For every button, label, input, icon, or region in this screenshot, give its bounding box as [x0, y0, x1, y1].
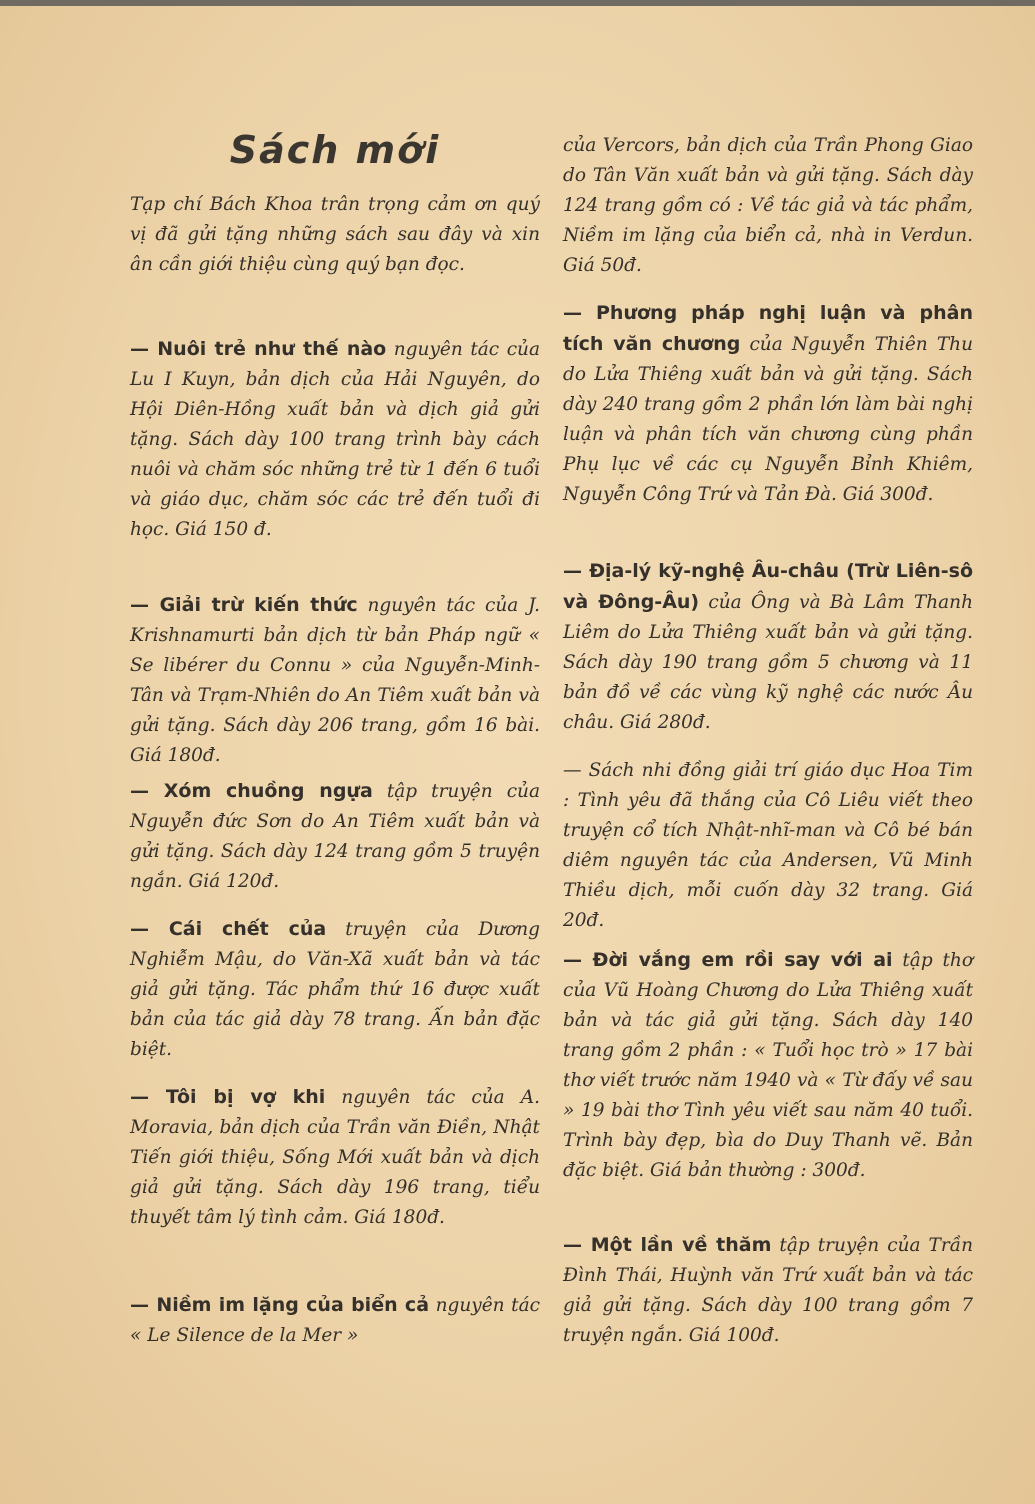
book-description: của Nguyễn Thiên Thu do Lửa Thiêng xuất bản và gửi tặng. Sách dày 240 trang gồm 2 phần lớn làm bài nghị luận và phân tích văn chương cùng phần Phụ lục về các cụ Nguyễn Bỉnh Khiêm, Nguyễn Công Trứ và Tản Đà. Giá 300đ.: [563, 334, 973, 505]
intro-paragraph: Tạp chí Bách Khoa trân trọng cảm ơn quý vị đã gửi tặng những sách sau đây và xin ân cần giới thiệu cùng quý bạn đọc.: [130, 194, 540, 275]
book-title: — Nuôi trẻ như thế nào: [130, 338, 387, 360]
book-description: tập truyện của Trần Đình Thái, Huỳnh văn Trứ xuất bản và tác giả gửi tặng. Sách dày 100 trang gồm 7 truyện ngắn. Giá 100đ.: [563, 1235, 973, 1346]
book-description: — Sách nhi đồng giải trí giáo dục Hoa Tim : Tình yêu đã thắng của Cô Liêu viết theo truyện cổ tích Nhật-nhĩ-man và Cô bé bán diêm nguyên tác của Andersen, Vũ Minh Thiều dịch, mỗi cuốn dày 32 trang. Giá 20đ.: [563, 760, 973, 931]
book-title: — Xóm chuồng ngựa: [130, 780, 373, 802]
page-top-edge: [0, 0, 1035, 6]
book-description: tập thơ của Vũ Hoàng Chương do Lửa Thiêng xuất bản và tác giả gửi tặng. Sách dày 140 trang gồm 2 phần : « Tuổi học trò » 17 bài thơ viết trước năm 1940 và « Từ đấy về sau » 19 bài thơ Tình yêu viết sau năm 40 tuổi. Trình bày đẹp, bìa do Duy Thanh vẽ. Bản đặc biệt. Giá bản thường : 300đ.: [563, 950, 973, 1181]
book-entry: [130, 914, 540, 1065]
book-description: của Vercors, bản dịch của Trần Phong Giao do Tân Văn xuất bản và gửi tặng. Sách dày 124 trang gồm có : Về tác giả và tác phẩm, Niềm im lặng của biển cả, nhà in Verdun. Giá 50đ.: [563, 135, 973, 276]
book-description: của Ông và Bà Lâm Thanh Liêm do Lửa Thiêng xuất bản và gửi tặng. Sách dày 190 trang gồm 5 chương và 11 bản đồ về các vùng kỹ nghệ các nước Âu châu. Giá 280đ.: [563, 592, 973, 733]
book-entry: [563, 1230, 973, 1351]
book-entry: [563, 556, 973, 738]
book-title: — Đời vắng em rồi say với ai: [563, 949, 893, 971]
book-entry: [563, 130, 973, 281]
book-title: — Phương pháp nghị luận và phân tích văn chương: [563, 302, 973, 355]
book-title: — Cái chết của: [130, 918, 327, 940]
book-title: — Tôi bị vợ khi: [130, 1086, 326, 1108]
book-description: tập truyện của Nguyễn đức Sơn do An Tiêm xuất bản và gửi tặng. Sách dày 124 trang gồm 5 truyện ngắn. Giá 120đ.: [130, 781, 540, 892]
book-entry: [130, 1082, 540, 1233]
book-title: — Địa-lý kỹ-nghệ Âu-châu (Trừ Liên-sô và Đông-Âu): [563, 560, 973, 613]
book-entry: [563, 755, 973, 936]
book-entry: [130, 776, 540, 897]
book-title: — Một lần về thăm: [563, 1234, 772, 1256]
book-entry: [563, 298, 973, 510]
book-description: nguyên tác của A. Moravia, bản dịch của Trần văn Điền, Nhật Tiến giới thiệu, Sống Mới xuất bản và dịch giả gửi tặng. Sách dày 196 trang, tiểu thuyết tâm lý tình cảm. Giá 180đ.: [130, 1087, 540, 1228]
book-entry: [563, 945, 973, 1186]
book-description: nguyên tác của J. Krishnamurti bản dịch từ bản Pháp ngữ « Se libérer du Connu » của Nguyễn-Minh-Tân và Trạm-Nhiên do An Tiêm xuất bản và gửi tặng. Sách dày 206 trang, gồm 16 bài. Giá 180đ.: [130, 595, 540, 766]
book-description: truyện của Dương Nghiễm Mậu, do Văn-Xã xuất bản và tác giả gửi tặng. Tác phẩm thứ 16 được xuất bản của tác giả dày 78 trang. Ấn bản đặc biệt.: [130, 919, 540, 1060]
book-description: nguyên tác của Lu I Kuyn, bản dịch của Hải Nguyên, do Hội Diên-Hồng xuất bản và dịch giả gửi tặng. Sách dày 100 trang trình bày cách nuôi và chăm sóc những trẻ từ 1 đến 6 tuổi và giáo dục, chăm sóc các trẻ đến tuổi đi học. Giá 150 đ.: [130, 339, 540, 540]
book-title: — Niềm im lặng của biển cả: [130, 1294, 430, 1316]
book-entry: [130, 334, 540, 545]
book-description: nguyên tác « Le Silence de la Mer »: [130, 1295, 540, 1346]
book-entry: [130, 590, 540, 771]
book-entry: [130, 1290, 540, 1351]
book-title: — Giải trừ kiến thức: [130, 594, 358, 616]
page-title: Sách mới: [229, 128, 441, 172]
